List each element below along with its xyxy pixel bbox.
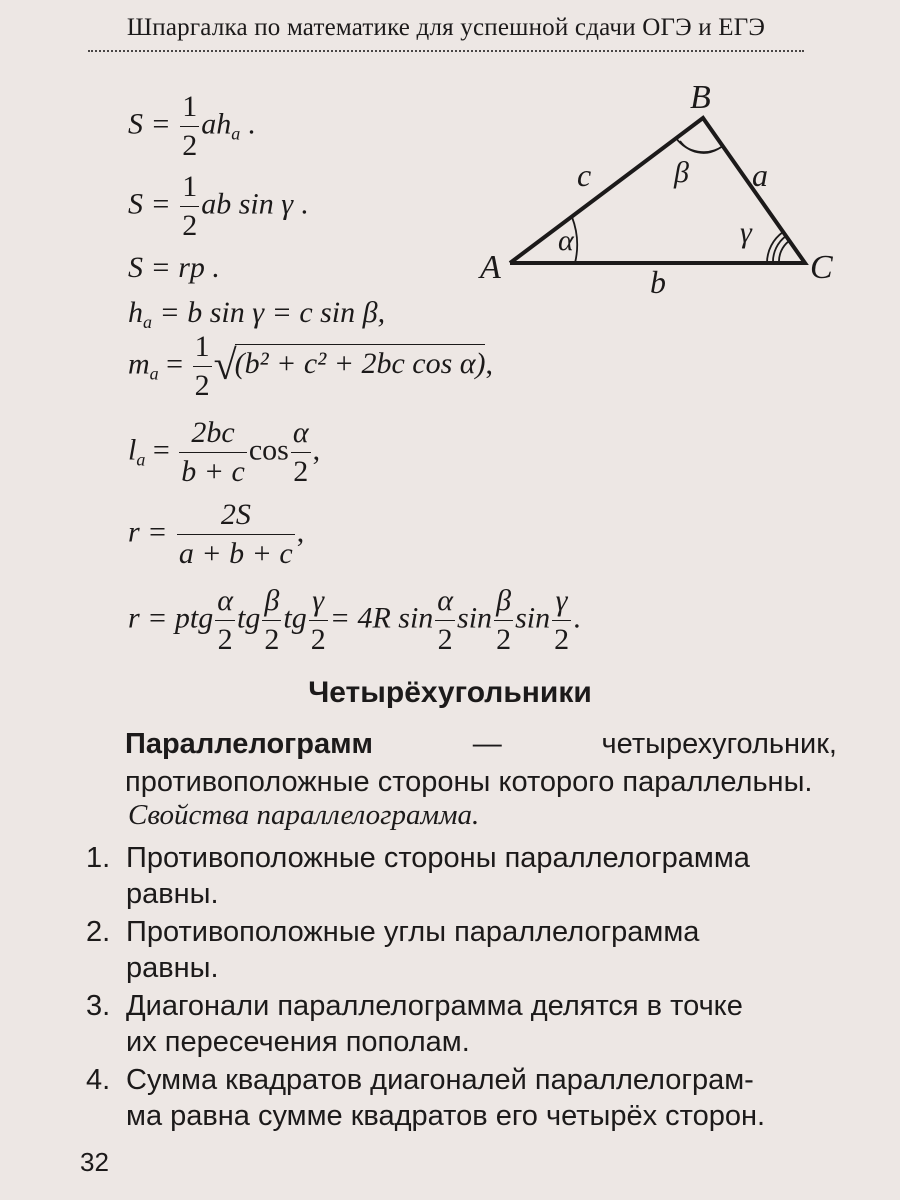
- fraction-half: [180, 172, 199, 241]
- formula-area-height: [128, 92, 255, 161]
- page-number: 32: [80, 1147, 109, 1177]
- formula-lhs: l: [128, 433, 137, 467]
- properties-title: Свойства параллелограмма.: [128, 799, 480, 831]
- denominator: 2: [182, 209, 198, 242]
- formula-area-inradius: S = rp .: [128, 251, 220, 284]
- denominator: 2: [310, 623, 326, 656]
- numerator: β: [262, 586, 281, 621]
- list-text: [126, 1062, 838, 1134]
- denominator: 2: [293, 455, 309, 488]
- list-text: [126, 840, 838, 912]
- radical-sign: √: [213, 343, 237, 390]
- running-header: Шпаргалка по математике для успешной сдачи ОГЭ и ЕГЭ: [88, 14, 804, 52]
- fraction-half: [180, 92, 199, 161]
- formula-lhs: r =: [128, 515, 168, 549]
- formula-tail: ,: [485, 347, 493, 381]
- formula-area-sine: [128, 172, 308, 241]
- sin-label: sin: [515, 601, 551, 635]
- numerator: 2bc: [179, 418, 247, 453]
- denominator: 2: [496, 623, 512, 656]
- list-line: ма равна сумме квадратов его четырёх сторон.: [126, 1100, 766, 1132]
- fraction-half: [193, 332, 212, 401]
- list-number: 3.: [86, 990, 111, 1022]
- numerator: 1: [180, 92, 199, 127]
- fraction-beta: [262, 586, 281, 655]
- formula-lhs: r = ptg: [128, 601, 214, 635]
- equals-sign: =: [166, 347, 184, 381]
- tg-label: tg: [237, 601, 261, 635]
- formula-height: [128, 296, 385, 333]
- vertex-label-c: C: [810, 249, 833, 286]
- cos-label: cos: [248, 433, 289, 467]
- numerator: α: [291, 418, 311, 453]
- fraction-2bc: [179, 418, 247, 487]
- denominator: 2: [437, 623, 453, 656]
- subscript: a: [149, 363, 159, 384]
- denominator: 2: [264, 623, 280, 656]
- angle-arc-gamma-3: [779, 241, 789, 263]
- formula-tail: ,: [312, 433, 321, 467]
- vertex-label-a: A: [480, 249, 501, 286]
- formula-bisector: [128, 418, 320, 487]
- formula-tail: .: [300, 187, 309, 221]
- fraction-gamma: [552, 586, 571, 655]
- formula-lhs: h: [128, 296, 143, 329]
- angle-label-beta: β: [674, 156, 689, 189]
- list-item: [86, 1062, 838, 1134]
- list-line: их пересечения пополам.: [126, 1026, 470, 1058]
- list-number: 4.: [86, 1064, 111, 1096]
- denominator: 2: [554, 623, 570, 656]
- definition-text: — четырехугольник, противоположные стороны которого параллельны.: [125, 728, 837, 798]
- formula-inradius-area: [128, 500, 304, 569]
- side-label-c: c: [577, 157, 592, 193]
- denominator: b + c: [181, 455, 245, 488]
- denominator: a + b + c: [178, 537, 293, 570]
- definition-paragraph: [125, 725, 837, 801]
- equals-4r-sin: = 4R sin: [329, 601, 434, 635]
- formula-lhs: m: [128, 347, 150, 381]
- list-line: Диагонали параллелограмма делятся в точке: [126, 990, 743, 1022]
- formula-tail: .: [573, 601, 581, 635]
- list-item: [86, 988, 838, 1060]
- tg-label: tg: [283, 601, 307, 635]
- fraction-alpha: [435, 586, 455, 655]
- numerator: γ: [552, 586, 571, 621]
- radicand: (b² + c² + 2bc cos α): [235, 344, 486, 380]
- formula-rhs: ah: [201, 107, 232, 141]
- formula-lhs: S =: [128, 187, 171, 221]
- numerator: α: [215, 586, 235, 621]
- fraction-alpha: [215, 586, 235, 655]
- formula-inradius-tangent: [128, 586, 581, 655]
- side-label-a: a: [752, 157, 768, 193]
- triangle-diagram: [470, 78, 850, 308]
- fraction-alpha-half: [291, 418, 311, 487]
- angle-arc-gamma-1: [767, 232, 783, 263]
- subscript: a: [231, 123, 241, 144]
- formula-rhs: ab sin γ: [201, 187, 294, 221]
- denominator: 2: [182, 129, 198, 162]
- list-line: Противоположные стороны параллелограмма: [126, 842, 750, 874]
- list-text: [126, 988, 838, 1060]
- fraction-2s: [177, 500, 295, 569]
- definition-term: Параллелограмм: [125, 728, 373, 760]
- list-line: равны.: [126, 878, 219, 910]
- formula-tail: .: [247, 107, 256, 141]
- angle-label-gamma: γ: [740, 216, 752, 249]
- subscript: a: [136, 449, 146, 470]
- list-line: Противоположные углы параллелограмма: [126, 916, 700, 948]
- numerator: 1: [193, 332, 212, 367]
- numerator: 1: [180, 172, 199, 207]
- formula-tail: ,: [296, 515, 305, 549]
- numerator: α: [435, 586, 455, 621]
- section-title: Четырёхугольники: [308, 676, 592, 709]
- list-item: [86, 914, 838, 986]
- list-text: [126, 914, 838, 986]
- equals-sign: =: [152, 433, 170, 467]
- fraction-beta: [494, 586, 513, 655]
- subscript: a: [143, 312, 152, 332]
- denominator: 2: [194, 369, 210, 402]
- formula-rhs: = b sin γ = c sin β,: [159, 296, 386, 329]
- side-label-b: b: [650, 264, 666, 300]
- formula-lhs: S =: [128, 107, 171, 141]
- numerator: γ: [309, 586, 328, 621]
- sin-label: sin: [457, 601, 493, 635]
- denominator: 2: [217, 623, 233, 656]
- angle-label-alpha: α: [558, 224, 574, 257]
- list-number: 1.: [86, 842, 111, 874]
- numerator: β: [494, 586, 513, 621]
- numerator: 2S: [177, 500, 295, 535]
- list-item: [86, 840, 838, 912]
- vertex-label-b: B: [690, 79, 711, 116]
- list-line: Сумма квадратов диагоналей параллелограм-: [126, 1064, 754, 1096]
- list-number: 2.: [86, 916, 111, 948]
- list-line: равны.: [126, 952, 219, 984]
- formula-median: [128, 332, 493, 401]
- fraction-gamma: [309, 586, 328, 655]
